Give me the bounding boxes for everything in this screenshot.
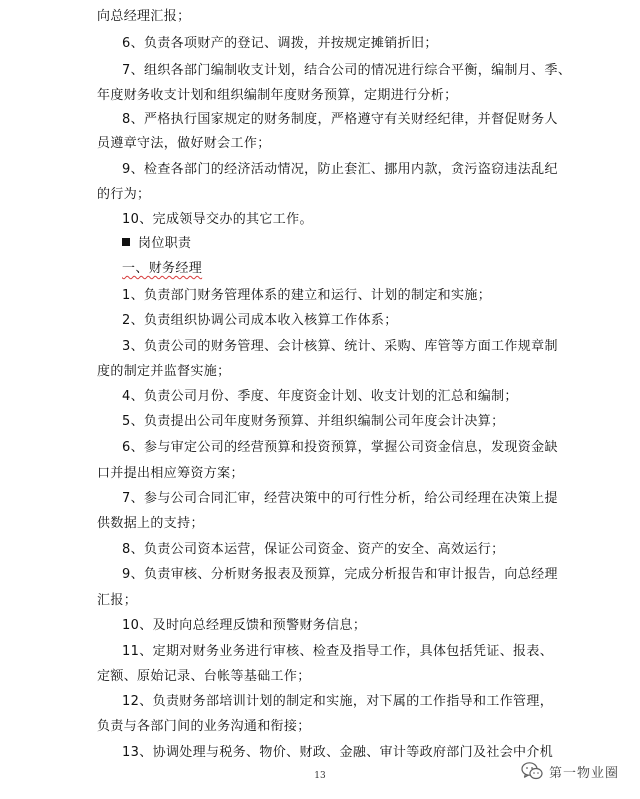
text-line: 13、协调处理与税务、物价、财政、金融、审计等政府部门及社会中介机 [122,745,554,760]
text-line: 7、组织各部门编制收支计划，结合公司的情况进行综合平衡，编制月、季、 [122,63,572,78]
wechat-icon [521,761,543,781]
text-line: 5、负责提出公司年度财务预算、并组织编制公司年度会计决算； [122,414,505,429]
text-line: 10、及时向总经理反馈和预警财务信息； [122,618,367,633]
text-line: 供数据上的支持； [97,516,204,531]
text-line: 10、完成领导交办的其它工作。 [122,212,313,227]
text-line: 1、负责部门财务管理体系的建立和运行、计划的制定和实施； [122,288,492,303]
section-heading [122,235,592,252]
text-line: 汇报； [97,593,138,608]
watermark-text: 第一物业圈 [549,765,620,781]
text-line: 8、负责公司资本运营，保证公司资金、资产的安全、高效运行； [122,542,505,557]
section-heading-text: 岗位职责 [138,236,192,251]
subsection-heading [122,260,592,277]
text-line: 6、参与审定公司的经营预算和投资预算，掌握公司资金信息，发现资金缺 [122,440,558,455]
text-line: 3、负责公司的财务管理、会计核算、统计、采购、库管等方面工作规章制 [122,339,558,354]
text-line: 负责与各部门间的业务沟通和衔接； [97,719,311,734]
text-line: 度的制定并监督实施； [97,364,231,379]
text-line: 4、负责公司月份、季度、年度资金计划、收支计划的汇总和编制； [122,389,518,404]
text-line: 2、负责组织协调公司成本收入核算工作体系； [122,313,398,328]
text-line: 口并提出相应筹资方案； [97,466,244,481]
square-bullet-icon [122,238,130,246]
text-line: 7、参与公司合同汇审，经营决策中的可行性分析，给公司经理在决策上提 [122,491,558,506]
text-line: 定额、原始记录、台帐等基础工作； [97,669,311,684]
watermark [521,759,619,783]
text-line: 8、严格执行国家规定的财务制度，严格遵守有关财经纪律，并督促财务人 [122,112,558,127]
subsection-heading-text: 一、财务经理 [122,261,203,276]
text-line: 年度财务收支计划和组织编制年度财务预算，定期进行分析； [97,88,458,103]
text-line: 12、负责财务部培训计划的制定和实施，对下属的工作指导和工作管理， [122,694,554,709]
text-line: 9、检查各部门的经济活动情况，防止套汇、挪用内款，贪污盗窃违法乱纪 [122,162,558,177]
text-line: 9、负责审核、分析财务报表及预算，完成分析报告和审计报告，向总经理 [122,567,558,582]
text-line: 11、定期对财务业务进行审核、检查及指导工作，具体包括凭证、报表、 [122,644,554,659]
text-line: 员遵章守法，做好财会工作； [97,136,271,151]
page-number: 13 [314,771,326,781]
text-line: 的行为； [97,187,151,202]
text-line: 6、负责各项财产的登记、调拨，并按规定摊销折旧； [122,36,438,51]
text-line: 向总经理汇报； [97,9,191,24]
